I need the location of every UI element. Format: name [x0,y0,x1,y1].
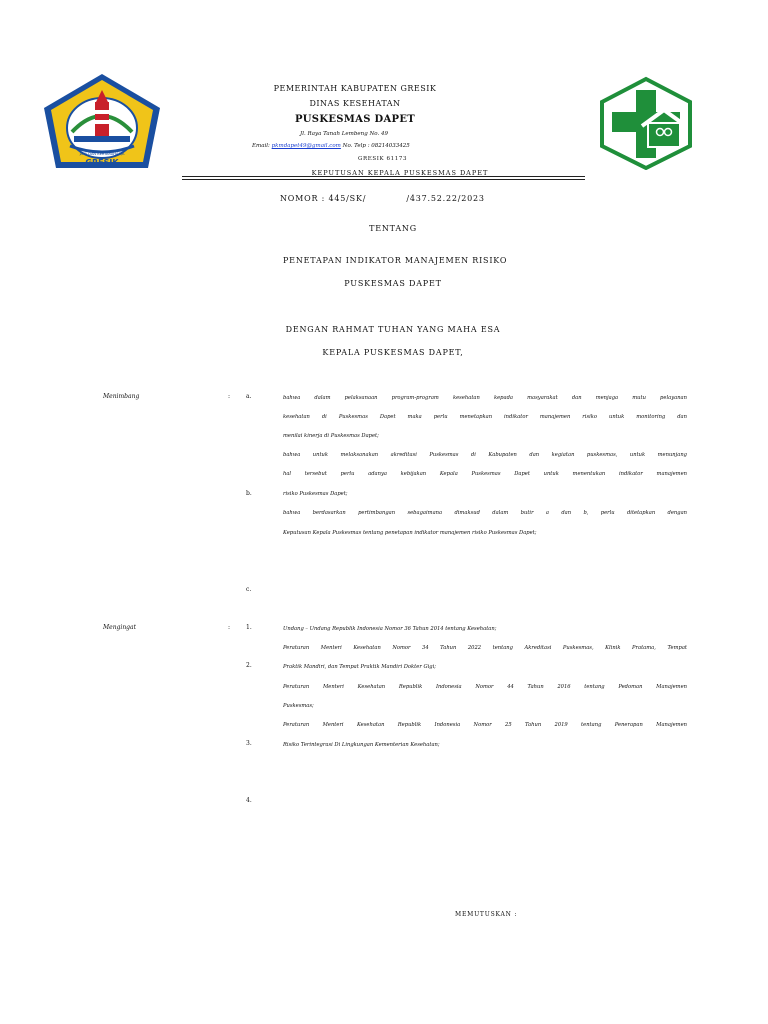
mengingat-line: Peraturan Menteri Kesehatan Republik Indonesia Nomor 25 Tahun 2019 tentang Penerapan Manajemen [283,722,687,728]
menimbang-marker-b: b. [246,490,252,497]
mengingat-line: Peraturan Menteri Kesehatan Nomor 34 Tahun 2022 tentang Akreditasi Puskesmas, Klinik Pratama, Tempat [283,645,687,651]
phone-number: No. Telp : 08214033425 [342,143,410,149]
menimbang-marker-a: a. [246,393,252,400]
svg-text:JAYA DAN KERTARAHARJA: JAYA DAN KERTARAHARJA [79,152,125,156]
letterhead-address: Jl. Raya Tanah Lembeng No. 49 [300,131,389,137]
mengingat-line: Undang – Undang Republik Indonesia Nomor 36 Tahun 2014 tentang Kesehatan; [283,626,497,632]
mengingat-marker-4: 4. [246,797,252,804]
letterhead-department: DINAS KESEHATAN [309,99,401,108]
menimbang-line: bahwa berdasarkan pertimbangan sebagaimana dimaksud dalam butir a dan b, perlu ditetapkan dengan [283,510,687,516]
svg-text:GRESIK: GRESIK [85,158,119,167]
menimbang-marker-c: c. [246,586,252,593]
mengingat-line: Risiko Terintegrasi Di Lingkungan Kementerian Kesehatan; [283,742,440,748]
menimbang-colon: : [228,393,231,400]
subject-line-1: PENETAPAN INDIKATOR MANAJEMEN RISIKO [283,256,508,265]
letterhead-city: GRESIK 61173 [358,156,408,162]
mengingat-line: Praktik Mandiri, dan Tempat Praktik Mandiri Dokter Gigi; [283,664,436,670]
puskesmas-logo [598,76,694,170]
opening-line-2: KEPALA PUSKESMAS DAPET, [322,348,464,357]
mengingat-marker-2: 2. [246,662,252,669]
mengingat-line: Puskesmas; [283,703,314,709]
mengingat-marker-1: 1. [246,624,252,631]
mengingat-label: Mengingat [103,624,137,631]
menimbang-line: bahwa dalam pelaksanaan program-program kesehatan kepada masyarakat dan menjaga mutu pelayanan [283,395,687,401]
menimbang-line: risiko Puskesmas Dapet; [283,491,348,497]
email-label: Email: [252,143,270,149]
menimbang-line: hal tersebut perlu adanya kebijakan Kepala Puskesmas Dapet untuk menentukan indikator manajemen [283,471,687,477]
email-link[interactable]: pkmdapet49@gmail.com [271,143,341,149]
mengingat-marker-3: 3. [246,740,252,747]
decree-number: NOMOR : 445/SK/ /437.52.22/2023 [280,194,485,203]
memutuskan-heading: MEMUTUSKAN : [455,911,518,918]
letterhead-government: PEMERINTAH KABUPATEN GRESIK [273,84,437,93]
menimbang-line: menilai kinerja di Puskesmas Dapet; [283,433,379,439]
document-title: KEPUTUSAN KEPALA PUSKESMAS DAPET [311,169,489,177]
menimbang-line: bahwa untuk melaksanakan akreditasi Puskesmas di Kabupaten dan kegiatan puskesmas, untuk menunjang [283,452,687,458]
opening-line-1: DENGAN RAHMAT TUHAN YANG MAHA ESA [285,325,501,334]
subject-line-2: PUSKESMAS DAPET [344,279,442,288]
letterhead-rule-thin [182,179,585,180]
letterhead-institution: PUSKESMAS DAPET [294,114,416,125]
mengingat-colon: : [228,624,231,631]
letterhead-contact [252,143,410,149]
menimbang-label: Menimbang [103,393,140,400]
tentang-heading: TENTANG [369,224,417,233]
mengingat-line: Peraturan Menteri Kesehatan Republik Indonesia Nomor 44 Tahun 2016 tentang Pedoman Manajemen [283,684,687,690]
letterhead-rule-thick [182,176,585,177]
gresik-seal-logo [40,72,164,170]
menimbang-line: kesehatan di Puskesmas Dapet maka perlu menetapkan indikator manajemen risiko untuk monitoring dan [283,414,687,420]
menimbang-line: Keputusan Kepala Puskesmas tentang penetapan indikator manajemen risiko Puskesmas Dapet; [283,530,537,536]
